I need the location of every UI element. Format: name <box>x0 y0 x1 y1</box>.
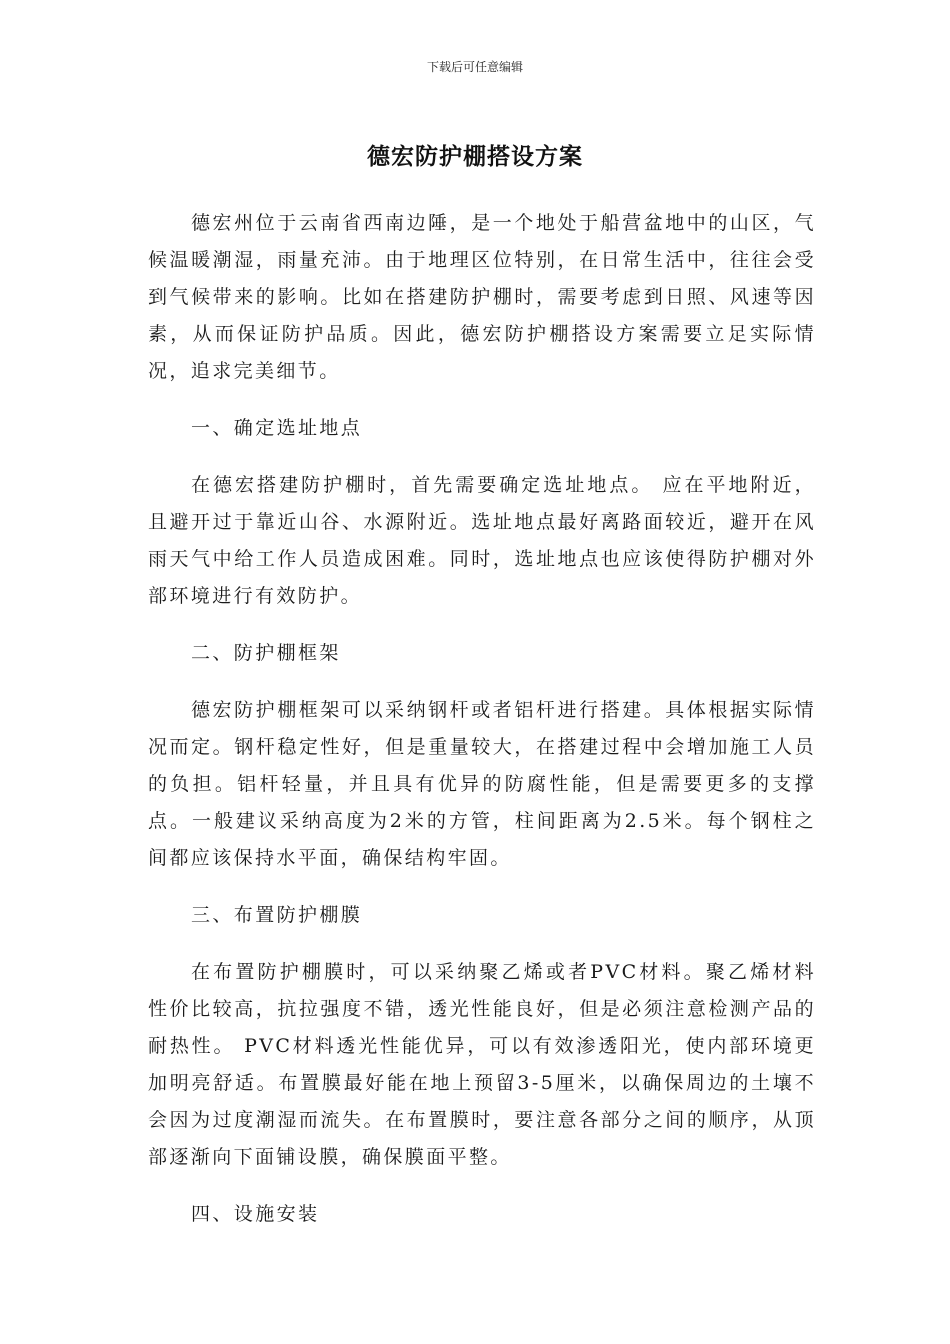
section-heading-frame: 二、防护棚框架 <box>191 642 341 664</box>
section-heading-membrane: 三、布置防护棚膜 <box>191 904 363 926</box>
section-heading-site-selection: 一、确定选址地点 <box>191 417 363 439</box>
document-title: 德宏防护棚搭设方案 <box>367 144 583 170</box>
header-note: 下载后可任意编辑 <box>426 60 523 74</box>
section-body-site-selection: 在德宏搭建防护棚时，首先需要确定选址地点。 应在平地附近，且避开过于靠近山谷、水源附近。选址地点最好离路面较近，避开在风雨天气中给工作人员造成困难。同时，选址地点也应该使得防护棚对外部环境进行有效防护。 <box>148 474 816 607</box>
intro-paragraph: 德宏州位于云南省西南边陲，是一个地处于船营盆地中的山区，气候温暖潮湿，雨量充沛。由于地理区位特别，在日常生活中，往往会受到气候带来的影响。比如在搭建防护棚时，需要考虑到日照、风速等因素，从而保证防护品质。因此，德宏防护棚搭设方案需要立足实际情况，追求完美细节。 <box>148 212 816 382</box>
section-heading-facility-installation: 四、设施安装 <box>191 1203 320 1225</box>
section-body-membrane: 在布置防护棚膜时，可以采纳聚乙烯或者PVC材料。聚乙烯材料性价比较高，抗拉强度不错，透光性能良好，但是必须注意检测产品的耐热性。 PVC材料透光性能优异，可以有效渗透阳光，使内部环境更加明亮舒适。布置膜最好能在地上预留3-5厘米，以确保周边的土壤不会因为过度潮湿而流失。在布置膜时，要注意各部分之间的顺序，从顶部逐渐向下面铺设膜，确保膜面平整。 <box>148 961 816 1168</box>
section-body-frame: 德宏防护棚框架可以采纳钢杆或者铝杆进行搭建。具体根据实际情况而定。钢杆稳定性好，但是重量较大，在搭建过程中会增加施工人员的负担。铝杆轻量，并且具有优异的防腐性能，但是需要更多的支撑点。一般建议采纳高度为2米的方管，柱间距离为2.5米。每个钢柱之间都应该保持水平面，确保结构牢固。 <box>148 699 816 869</box>
document-body <box>148 205 816 1253</box>
